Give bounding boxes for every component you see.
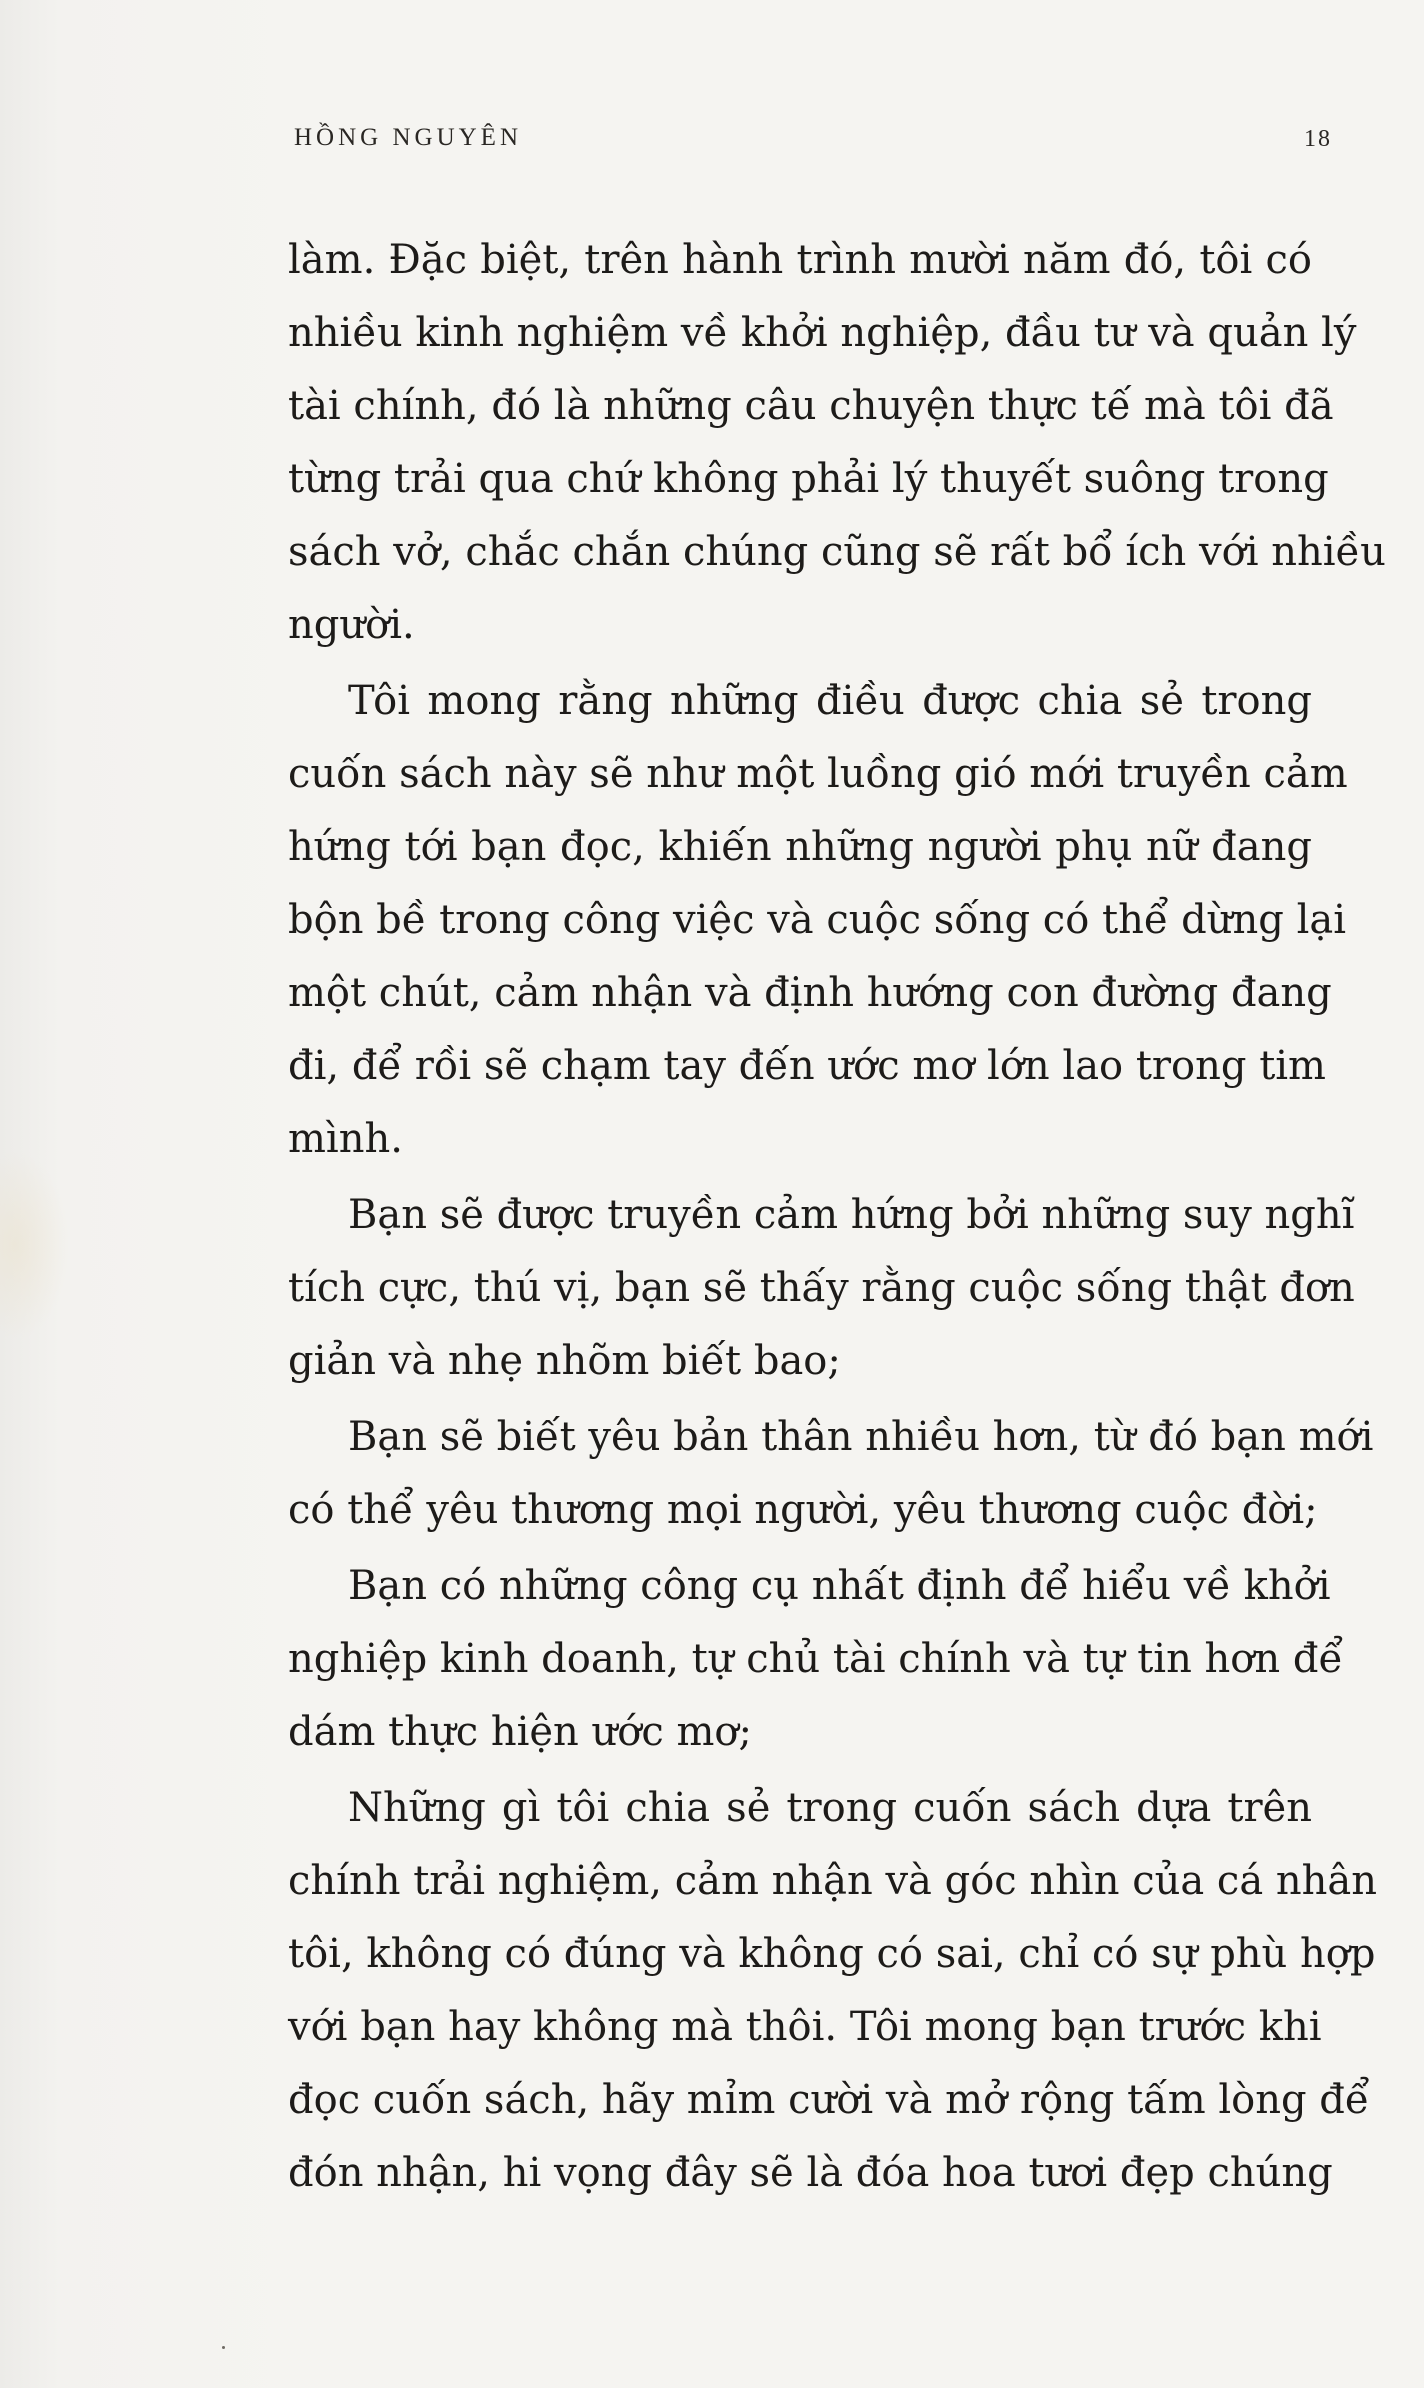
text-line: Bạn sẽ được truyền cảm hứng bởi những suy nghĩ (348, 1192, 1355, 1238)
text-line: tài chính, đó là những câu chuyện thực tế mà tôi đã (288, 383, 1334, 429)
text-line: cuốn sách này sẽ như một luồng gió mới truyền cảm (288, 751, 1348, 797)
text-line: từng trải qua chứ không phải lý thuyết suông trong (288, 456, 1329, 502)
text-line: hứng tới bạn đọc, khiến những người phụ nữ đang (288, 824, 1312, 870)
text-line: Những gì tôi chia sẻ trong cuốn sách dựa trên (348, 1785, 1312, 1831)
paragraph (288, 1179, 1355, 1398)
paragraph (288, 1550, 1344, 1769)
page-shadow (0, 1150, 70, 1340)
text-line: Bạn có những công cụ nhất định để hiểu về khởi (348, 1563, 1331, 1609)
text-line: Bạn sẽ biết yêu bản thân nhiều hơn, từ đó bạn mới (348, 1414, 1374, 1460)
text-line: chính trải nghiệm, cảm nhận và góc nhìn của cá nhân (288, 1858, 1378, 1904)
text-line: nghiệp kinh doanh, tự chủ tài chính và tự tin hơn để (288, 1636, 1344, 1682)
paragraph (288, 665, 1348, 1176)
text-line: một chút, cảm nhận và định hướng con đường đang (288, 970, 1332, 1016)
text-line: người. (288, 602, 415, 648)
text-line: đi, để rồi sẽ chạm tay đến ước mơ lớn lao trong tim (288, 1043, 1326, 1089)
text-line: với bạn hay không mà thôi. Tôi mong bạn trước khi (288, 2004, 1322, 2050)
text-line: sách vở, chắc chắn chúng cũng sẽ rất bổ ích với nhiều (288, 529, 1386, 575)
paragraph (288, 224, 1386, 662)
text-line: giản và nhẹ nhõm biết bao; (288, 1338, 841, 1384)
paper-speck (222, 2346, 225, 2349)
text-line: dám thực hiện ước mơ; (288, 1709, 752, 1755)
text-line: có thể yêu thương mọi người, yêu thương cuộc đời; (288, 1487, 1318, 1533)
paragraph (288, 1401, 1374, 1547)
text-line: tôi, không có đúng và không có sai, chỉ có sự phù hợp (288, 1931, 1376, 1977)
text-line: mình. (288, 1116, 403, 1162)
text-line: Tôi mong rằng những điều được chia sẻ trong (348, 678, 1312, 724)
text-line: làm. Đặc biệt, trên hành trình mười năm đó, tôi có (288, 237, 1312, 283)
body-text (288, 224, 1386, 2210)
text-line: tích cực, thú vị, bạn sẽ thấy rằng cuộc sống thật đơn (288, 1265, 1355, 1311)
running-header (0, 124, 1424, 164)
text-line: đọc cuốn sách, hãy mỉm cười và mở rộng tấm lòng để (288, 2077, 1370, 2123)
paragraph (288, 1772, 1378, 2210)
text-line: nhiều kinh nghiệm về khởi nghiệp, đầu tư và quản lý (288, 310, 1357, 356)
page-number: 18 (1304, 126, 1332, 152)
text-line: bộn bề trong công việc và cuộc sống có thể dừng lại (288, 897, 1347, 943)
header-author: HỒNG NGUYÊN (294, 124, 523, 151)
text-line: đón nhận, hi vọng đây sẽ là đóa hoa tươi đẹp chúng (288, 2150, 1333, 2196)
